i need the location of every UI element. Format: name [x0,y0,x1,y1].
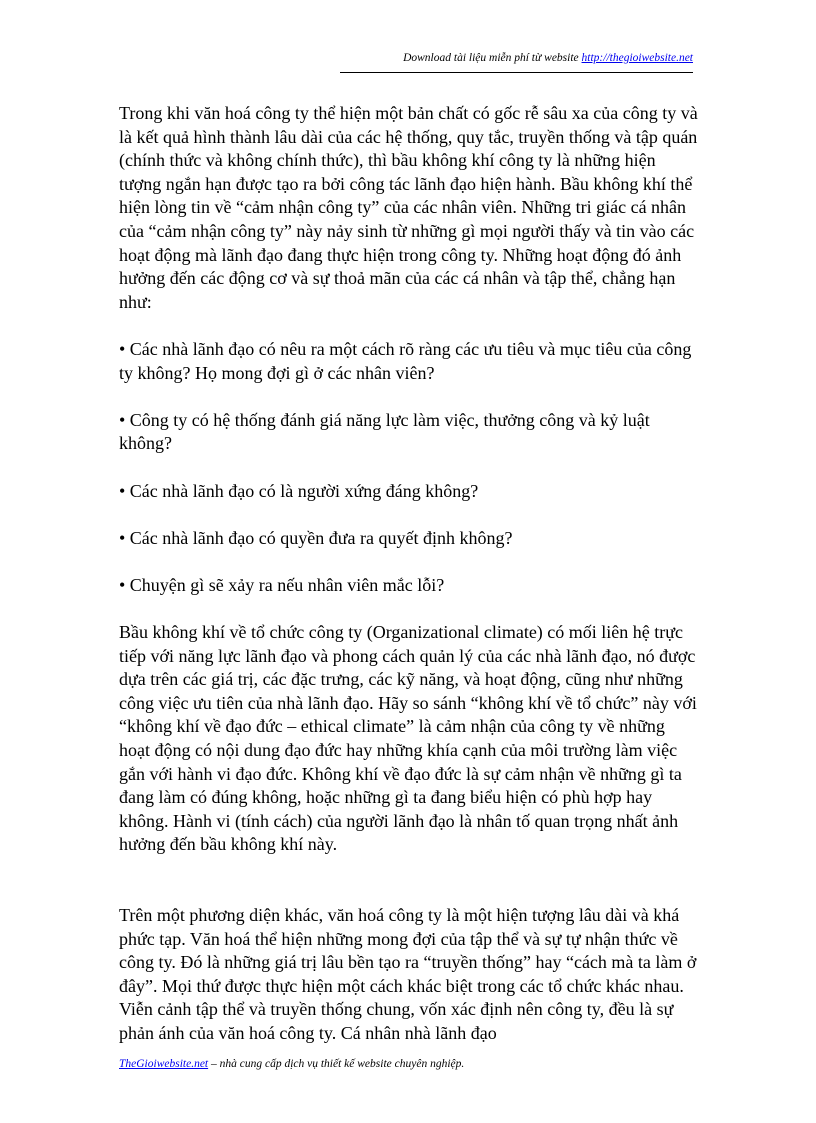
bullet-item: • Các nhà lãnh đạo có quyền đưa ra quyết định không? [119,527,513,548]
paragraph-2: Bầu không khí về tổ chức công ty (Organizational climate) có mối liên hệ trực tiếp với năng lực lãnh đạo và phong cách quản lý của các nhà lãnh đạo, nó được dựa trên các giá trị, các đặc trưng, các kỹ năng, và hoạt động, cũng như những công việc ưu tiên của nhà lãnh đạo. Hãy so sánh “không khí về tổ chức” này với “không khí về đạo đức – ethical climate” là cảm nhận của công ty về những hoạt động có nội dung đạo đức hay những khía cạnh của môi trường làm việc gắn với hành vi đạo đức. Không khí về đạo đức là sự cảm nhận về những gì ta đang làm có đúng không, hoặc những gì ta đang biểu hiện có phù hợp hay không. Hành vi (tính cách) của người lãnh đạo là nhân tố quan trọng nhất ảnh hưởng đến bầu không khí này. [119,622,697,855]
header-text: Download tài liệu miễn phí từ website [403,52,582,64]
page-footer [119,1058,464,1070]
header-divider [340,72,693,73]
header-link[interactable]: http://thegioiwebsite.net [581,52,693,64]
bullet-item: • Các nhà lãnh đạo có là người xứng đáng không? [119,480,479,501]
paragraph-1: Trong khi văn hoá công ty thể hiện một bản chất có gốc rễ sâu xa của công ty và là kết quả hình thành lâu dài của các hệ thống, quy tắc, truyền thống và tập quán (chính thức và không chính thức), thì bầu không khí công ty là những hiện tượng ngắn hạn được tạo ra bởi công tác lãnh đạo hiện hành. Bầu không khí thể hiện lòng tin về “cảm nhận công ty” của các nhân viên. Những tri giác cá nhân của “cảm nhận công ty” này nảy sinh từ những gì mọi người thấy và tin vào các hoạt động mà lãnh đạo đang thực hiện trong công ty. Những hoạt động đó ảnh hưởng đến các động cơ và sự thoả mãn của các cá nhân và tập thể, chẳng hạn như: [119,103,698,312]
footer-link[interactable]: TheGioiwebsite.net [119,1058,209,1070]
bullet-item: • Chuyện gì sẽ xảy ra nếu nhân viên mắc lỗi? [119,574,445,595]
bullet-item: • Các nhà lãnh đạo có nêu ra một cách rõ ràng các ưu tiêu và mục tiêu của công ty không? Họ mong đợi gì ở các nhân viên? [119,338,692,383]
bullet-item: • Công ty có hệ thống đánh giá năng lực làm việc, thưởng công và kỷ luật không? [119,409,650,454]
page-header [403,52,693,64]
paragraph-3: Trên một phương diện khác, văn hoá công ty là một hiện tượng lâu dài và khá phức tạp. Văn hoá thể hiện những mong đợi của tập thể và sự tự nhận thức về công ty. Đó là những giá trị lâu bền tạo ra “truyền thống” hay “cách mà ta làm ở đây”. Mọi thứ được thực hiện một cách khác biệt trong các tổ chức khác nhau. Viễn cảnh tập thể và truyền thống chung, vốn xác định nên công ty, đều là sự phản ánh của văn hoá công ty. Cá nhân nhà lãnh đạo [119,905,697,1043]
footer-text: – nhà cung cấp dịch vụ thiết kế website chuyên nghiệp. [208,1058,465,1070]
document-body [119,102,699,1046]
